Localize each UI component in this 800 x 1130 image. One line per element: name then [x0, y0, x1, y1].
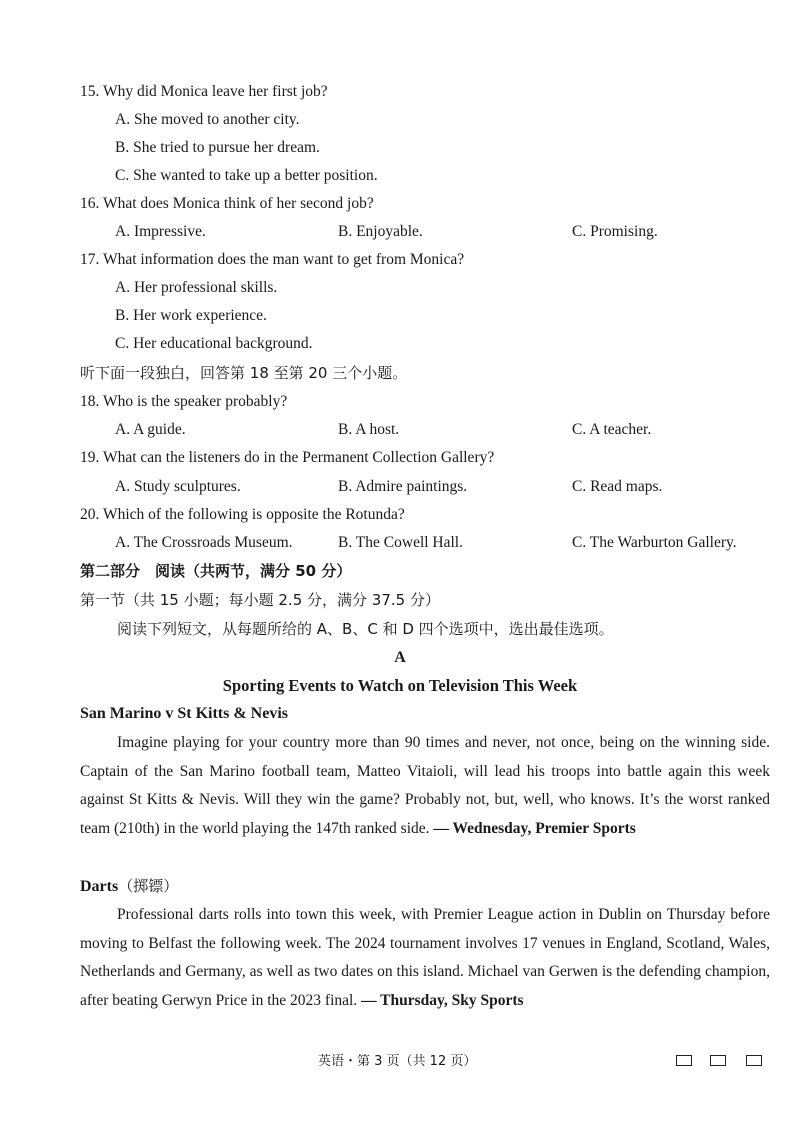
passage-title: Sporting Events to Watch on Television This Week — [222, 676, 578, 695]
question-15 — [80, 82, 328, 102]
question-text: What information does the man want to get from Monica? — [102, 251, 465, 268]
option: C. The Warburton Gallery. — [572, 534, 737, 551]
square-box-icon — [676, 1055, 692, 1066]
section-heading: 第一节（共 15 小题；每小题 2.5 分，满分 37.5 分） — [80, 591, 440, 609]
question-number: 15. — [80, 83, 100, 100]
option: A. Impressive. — [115, 223, 206, 240]
option: C. Her educational background. — [115, 335, 313, 352]
square-box-icon — [710, 1055, 726, 1066]
option: C. Read maps. — [572, 478, 663, 495]
option: B. Admire paintings. — [338, 478, 468, 495]
question-number: 20. — [80, 506, 100, 523]
event-heading: San Marino v St Kitts & Nevis — [80, 705, 288, 722]
question-19 — [80, 448, 494, 468]
option: A. Her professional skills. — [115, 279, 278, 296]
question-text: Who is the speaker probably? — [102, 393, 288, 410]
option: B. Enjoyable. — [338, 223, 423, 240]
event-body: Professional darts rolls into town this week, with Premier League action in Dublin on Thursday before moving to Belfast the following week. The 2024 tournament involves 17 venues in England, Scotland, Wales, Netherlands and Germany, as well as two dates on this island. Michael van Gerwen is the defending champion, after beating Gerwyn Price in the 2023 final. — [80, 906, 770, 1009]
option: B. Her work experience. — [115, 307, 267, 324]
square-box-icon — [746, 1055, 762, 1066]
event-heading-row — [80, 876, 178, 897]
event-schedule: — Wednesday, Premier Sports — [433, 819, 636, 837]
event-heading: Darts — [80, 878, 119, 895]
option: C. A teacher. — [572, 421, 652, 438]
option: C. She wanted to take up a better position. — [115, 167, 378, 184]
option: A. Study sculptures. — [115, 478, 241, 495]
option: C. Promising. — [572, 223, 658, 240]
event-schedule: — Thursday, Sky Sports — [361, 991, 524, 1009]
option: B. The Cowell Hall. — [338, 534, 463, 551]
event-paragraph — [80, 729, 770, 843]
question-number: 19. — [80, 449, 100, 466]
event-paragraph — [80, 901, 770, 1015]
event-heading-note: （掷镖） — [118, 877, 179, 895]
event-body: Imagine playing for your country more than 90 times and never, not once, being on the winning side. Captain of the San Marino football team, Matteo Vitaioli, will lead his troops into battle again this week against St Kitts & Nevis. Will they win the game? Probably not, but, well, who knows. It’s the worst ranked team (210th) in the world playing the 147th ranked side. — [80, 734, 770, 837]
question-text: What can the listeners do in the Permanent Collection Gallery? — [102, 449, 495, 466]
passage-label: A — [394, 649, 406, 666]
question-16 — [80, 194, 374, 214]
question-text: What does Monica think of her second job? — [102, 195, 374, 212]
option: B. A host. — [338, 421, 400, 438]
reading-instruction: 阅读下列短文，从每题所给的 A、B、C 和 D 四个选项中，选出最佳选项。 — [117, 620, 614, 638]
option: B. She tried to pursue her dream. — [115, 139, 320, 156]
question-18 — [80, 392, 287, 412]
question-20 — [80, 505, 405, 525]
question-number: 18. — [80, 393, 100, 410]
option: A. The Crossroads Museum. — [115, 534, 293, 551]
question-text: Which of the following is opposite the Rotunda? — [102, 506, 405, 523]
part-heading: 第二部分 阅读（共两节，满分 50 分） — [80, 562, 352, 580]
question-number: 16. — [80, 195, 100, 212]
question-number: 17. — [80, 251, 100, 268]
option: A. A guide. — [115, 421, 186, 438]
question-text: Why did Monica leave her first job? — [102, 83, 328, 100]
option: A. She moved to another city. — [115, 111, 300, 128]
page-footer: 英语・第 3 页（共 12 页） — [318, 1054, 477, 1069]
listening-instruction: 听下面一段独白，回答第 18 至第 20 三个小题。 — [80, 364, 408, 382]
question-17 — [80, 250, 464, 270]
